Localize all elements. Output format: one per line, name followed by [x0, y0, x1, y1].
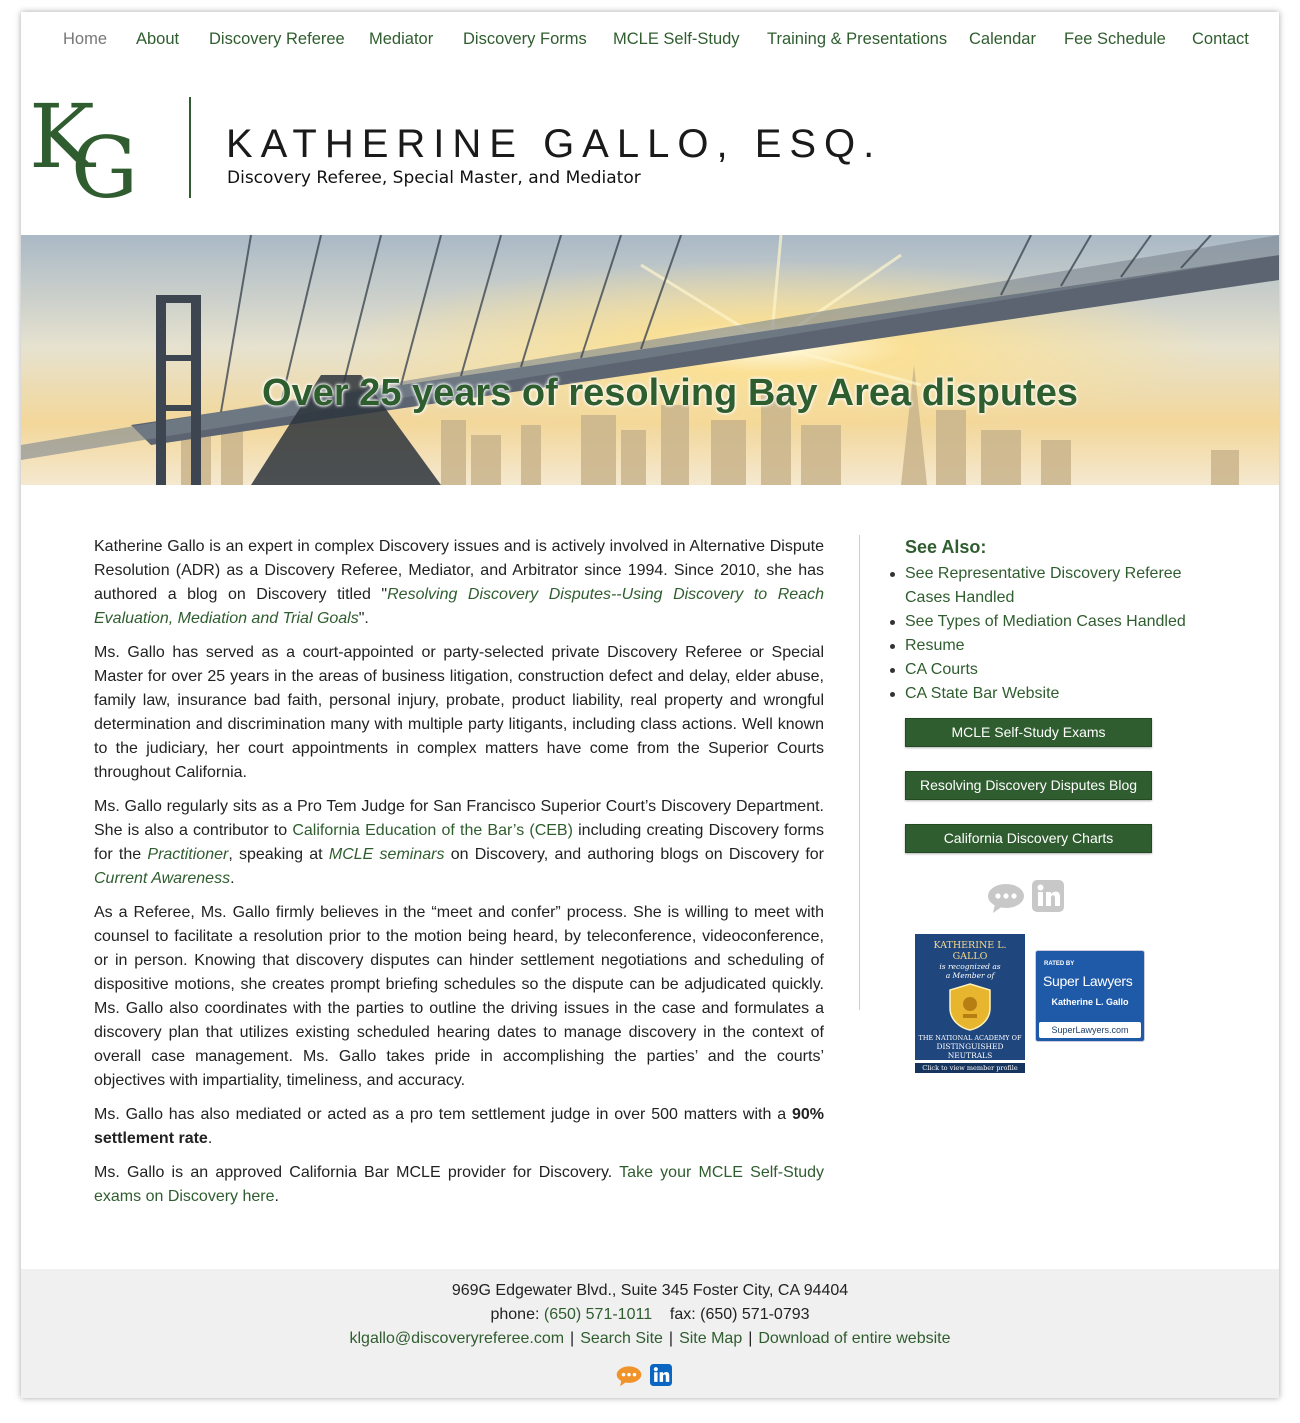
- nav-fee-schedule[interactable]: Fee Schedule: [1064, 30, 1166, 48]
- site-tagline: Discovery Referee, Special Master, and Mediator: [227, 168, 641, 188]
- footer-links: [21, 1330, 1279, 1348]
- hero-headline: Over 25 years of resolving Bay Area disputes: [262, 372, 1078, 414]
- pro-tem-paragraph: [94, 795, 824, 891]
- see-also-list: [905, 562, 1205, 706]
- bridge-skyline-image: [21, 235, 1279, 485]
- mcle-exams-button[interactable]: MCLE Self-Study Exams: [905, 718, 1152, 747]
- content-divider: [859, 535, 860, 1010]
- mcle-exams-link[interactable]: Take your MCLE Self-Study exams on Discovery here: [94, 1164, 824, 1205]
- footer-social: [616, 1363, 676, 1387]
- search-site-link[interactable]: Search Site: [580, 1330, 663, 1347]
- superlawyers-badge[interactable]: [1035, 950, 1145, 1042]
- ceb-link[interactable]: California Education of the Bar’s (CEB): [292, 822, 573, 839]
- fax-number: fax: (650) 571-0793: [669, 1306, 810, 1323]
- intro-text: Katherine Gallo is an expert in complex Discovery issues and is actively involved in Alternative Dispute Resolution (ADR) as a Discovery Referee, Mediator, and Arbitrator since 1994. Since 2010, she has authored a blog on Discovery titled ": [94, 538, 824, 603]
- header-divider: [189, 97, 191, 198]
- sl-rated-by: RATED BY: [1044, 961, 1075, 967]
- main-content: [94, 535, 824, 1219]
- linkedin-icon[interactable]: [650, 1364, 672, 1386]
- blog-title-link[interactable]: Resolving Discovery Disputes--Using Discovery to Reach Evaluation, Mediation and Trial Goals: [94, 586, 825, 627]
- mediation-cases-link[interactable]: See Types of Mediation Cases Handled: [905, 613, 1186, 630]
- site-map-link[interactable]: Site Map: [679, 1330, 743, 1347]
- nav-home[interactable]: Home: [63, 30, 108, 48]
- nav-about[interactable]: About: [136, 30, 180, 48]
- separator: |: [748, 1330, 753, 1347]
- intro-text-end: ".: [358, 610, 369, 627]
- mediation-paragraph: [94, 1103, 824, 1151]
- practitioner-link[interactable]: Practitioner: [147, 846, 229, 863]
- footer: [21, 1269, 1279, 1398]
- experience-paragraph: Ms. Gallo has served as a court-appointed or party-selected private Discovery Referee or Special Master for over 25 years in the areas of business litigation, construction defect and delay, elder abuse, family law, insurance bad faith, personal injury, probate, product liability, real property and wrongful determination and discrimination many with multiple party litigants, including class actions. Well known to the judiciary, her court appointments in complex matters have come from the Superior Courts throughout California.: [94, 644, 824, 781]
- mcle-text-end: .: [274, 1188, 279, 1205]
- sidebar-social: [987, 880, 1077, 914]
- kg-logo[interactable]: [29, 92, 154, 200]
- top-nav: [21, 30, 1279, 54]
- nav-calendar[interactable]: Calendar: [969, 30, 1036, 48]
- current-awareness-link[interactable]: Current Awareness: [94, 870, 231, 887]
- mcle-text: Ms. Gallo is an approved California Bar MCLE provider for Discovery.: [94, 1164, 620, 1181]
- referee-approach-paragraph: As a Referee, Ms. Gallo firmly believes in the “meet and confer” process. She is willing to meet with counsel to facilitate a resolution prior to the motion being heard, by teleconference, videoconference, or in person. Knowing that discovery disputes can hinder settlement negotiations and scheduling of dispositive motions, she creates prompt briefing schedules so the dispute can be adjudicated quickly. Ms. Gallo also coordinates with the parties to outline the driving issues in the case and formulates a discovery plan that utilizes existing scheduled hearing dates to manage discovery in the context of overall case management. Ms. Gallo takes pride in accomplishing the parties’ and the courts’ objectives with impartiality, timeliness, and accuracy.: [94, 904, 824, 1089]
- svg-text:K: K: [29, 92, 77, 188]
- site-title: KATHERINE GALLO, ESQ.: [226, 122, 883, 166]
- nav-contact[interactable]: Contact: [1192, 30, 1249, 48]
- sidebar: [905, 537, 1205, 1072]
- see-also-item: [905, 682, 1205, 706]
- download-website-link[interactable]: Download of entire website: [758, 1330, 951, 1347]
- kg-monogram-icon: [29, 92, 154, 200]
- nav-discovery-forms[interactable]: Discovery Forms: [463, 30, 587, 48]
- footer-address: 969G Edgewater Blvd., Suite 345 Foster City, CA 94404: [451, 1282, 849, 1299]
- nav-discovery-referee[interactable]: Discovery Referee: [209, 30, 345, 48]
- chat-bubble-icon[interactable]: [616, 1365, 642, 1387]
- footer-phone-fax: [21, 1306, 1279, 1324]
- hero-banner: [21, 235, 1279, 485]
- chat-bubble-icon[interactable]: [987, 882, 1025, 914]
- nadn-recognized: is recognized as: [939, 962, 1001, 971]
- nadn-name: KATHERINE L. GALLO: [933, 940, 1007, 962]
- sl-brand: Super Lawyers: [1043, 973, 1133, 989]
- mediation-text: Ms. Gallo has also mediated or acted as a pro tem settlement judge in over 500 matters with a: [94, 1106, 792, 1123]
- phone-link[interactable]: (650) 571-1011: [543, 1306, 653, 1323]
- page-container: [21, 12, 1279, 1398]
- resume-link[interactable]: Resume: [905, 637, 965, 654]
- pro-tem-text: Ms. Gallo regularly sits as a Pro Tem Judge for San Francisco Superior Court’s Discovery Department. She is also a contributor to: [94, 798, 824, 839]
- nadn-neutrals: DISTINGUISHED NEUTRALS: [936, 1042, 1004, 1060]
- nadn-badge[interactable]: [915, 934, 1025, 1072]
- see-also-item: [905, 610, 1205, 634]
- discovery-charts-button[interactable]: California Discovery Charts: [905, 824, 1152, 853]
- nadn-member-of: a Member of: [945, 971, 995, 980]
- phone-label: phone:: [490, 1306, 544, 1323]
- see-also-item: [905, 562, 1205, 610]
- ca-courts-link[interactable]: CA Courts: [905, 661, 978, 678]
- shield-icon: [947, 982, 993, 1032]
- pro-tem-text-2: including creating Discovery forms for the: [94, 822, 825, 863]
- nadn-profile-link: Click to view member profile: [915, 1063, 1025, 1073]
- settlement-rate: 90% settlement rate: [94, 1106, 824, 1147]
- separator: |: [570, 1330, 575, 1347]
- nadn-academy: THE NATIONAL ACADEMY OF: [918, 1034, 1022, 1042]
- see-also-item: [905, 634, 1205, 658]
- pro-tem-text-5: .: [230, 870, 235, 887]
- state-bar-link[interactable]: CA State Bar Website: [905, 685, 1060, 702]
- pro-tem-text-4: on Discovery, and authoring blogs on Discovery for: [444, 846, 825, 863]
- see-also-item: [905, 658, 1205, 682]
- mcle-seminars-link[interactable]: MCLE seminars: [328, 846, 445, 863]
- linkedin-icon[interactable]: [1032, 880, 1064, 912]
- email-link[interactable]: klgallo@discoveryreferee.com: [349, 1330, 565, 1347]
- mcle-paragraph: [94, 1161, 824, 1209]
- mediation-text-end: .: [207, 1130, 213, 1147]
- sl-name: Katherine L. Gallo: [1051, 997, 1129, 1007]
- separator: |: [668, 1330, 674, 1347]
- svg-text:G: G: [71, 119, 139, 200]
- blog-button[interactable]: Resolving Discovery Disputes Blog: [905, 771, 1152, 800]
- nav-mcle-self-study[interactable]: MCLE Self-Study: [613, 30, 740, 48]
- sl-site: SuperLawyers.com: [1039, 1022, 1141, 1038]
- pro-tem-text-3: , speaking at: [228, 846, 329, 863]
- nav-mediator[interactable]: Mediator: [369, 30, 434, 48]
- nav-training-presentations[interactable]: Training & Presentations: [767, 30, 948, 48]
- see-also-heading: See Also:: [905, 537, 987, 557]
- intro-paragraph: [94, 535, 824, 631]
- referee-cases-link[interactable]: See Representative Discovery Referee Cases Handled: [905, 565, 1182, 606]
